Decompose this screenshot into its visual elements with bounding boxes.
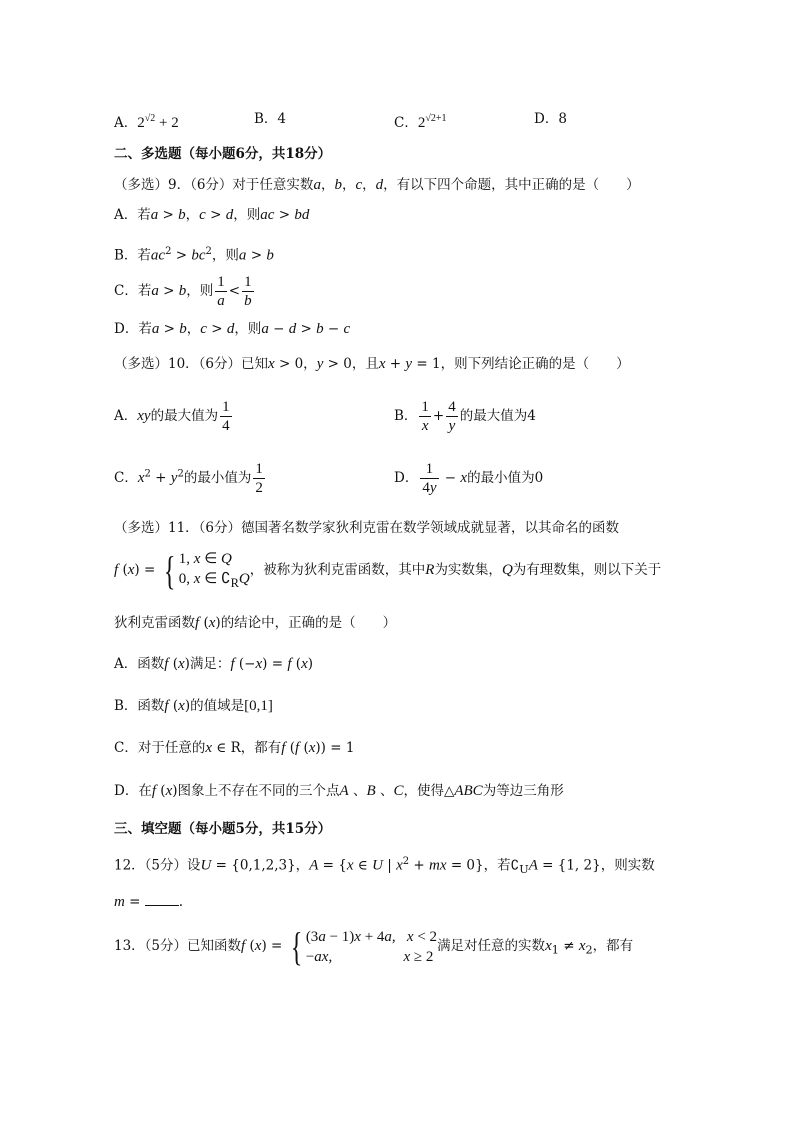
- section-3-heading: 三、填空题（每小题5分，共15分）: [114, 821, 332, 837]
- q11-option-a: A．函数f (x)满足：f (−x) = f (x): [114, 656, 314, 672]
- q11-option-c: C．对于任意的x ∈ R，都有f (f (x)) = 1: [114, 740, 355, 756]
- q8-option-b: B．4: [254, 111, 287, 127]
- q13-stem: 13．（5分）已知函数f (x) = { (3a − 1)x + 4a, x < 2 −ax, x ≥ 2满足对任意的实数$x_1 \ne x_2$，都有: [114, 923, 634, 969]
- q11-definition: f (x) = { 1, x ∈ Q 0, x ∈ $∁_RQ$，被称为狄利克雷函数，其中R为实数集，Q为有理数集，则以下关于: [114, 547, 662, 593]
- q9-option-b: B．若$ac^2 > bc^2$，则a > b: [114, 246, 274, 264]
- q8-option-d: D．8: [534, 111, 567, 127]
- q8-option-a: A．$2^{√2} + 2$: [114, 113, 179, 131]
- answer-blank[interactable]: [145, 893, 179, 906]
- q10-option-c: C．$x^2 + y^2$的最小值为 $\frac{1}{2}$: [114, 461, 263, 496]
- q10-option-d: D． $\frac{1}{4y}$ − x的最小值为0: [394, 461, 544, 496]
- q10-stem: （多选）10．（6分）已知x > 0，y > 0，且x + y = 1，则下列结论正确的是（ ）: [114, 356, 630, 372]
- q11-option-b: B．函数f (x)的值域是[0,1]: [114, 698, 273, 714]
- q11-line3: 狄利克雷函数f (x)的结论中，正确的是（ ）: [114, 615, 397, 631]
- q11-stem: （多选）11．（6分）德国著名数学家狄利克雷在数学领域成就显著，以其命名的函数: [114, 520, 620, 536]
- q9-option-d: D．若a > b，c > d，则a − d > b − c: [114, 321, 351, 337]
- section-2-heading: 二、多选题（每小题6分，共18分）: [114, 146, 332, 162]
- q9-option-c: C．若a > b，则 $\frac{1}{a}$ < $\frac{1}{b}$: [114, 274, 252, 309]
- q8-option-c: C．$2^{√2+1}$: [394, 113, 447, 131]
- q10-option-b: B． $\frac{1}{x}$ + $\frac{4}{y}$ 的最大值为4: [394, 399, 536, 434]
- q9-stem: （多选）9．（6分）对于任意实数a，b，c，d，有以下四个命题，其中正确的是（ ）: [114, 177, 640, 193]
- q9-option-a: A．若a > b，c > d，则ac > bd: [114, 207, 310, 223]
- q11-option-d: D．在f (x)图象上不存在不同的三个点A 、B 、C，使得△ABC为等边三角形: [114, 783, 564, 799]
- q12-stem: 12．（5分）设U = {0,1,2,3}，A = {x ∈ U | $x^2$ + mx = 0}，若$∁_UA = \{1$, 2}，则实数: [114, 856, 655, 877]
- q12-answer-line: m = .: [114, 894, 184, 910]
- q10-option-a: A．xy的最大值为 $\frac{1}{4}$: [114, 399, 230, 434]
